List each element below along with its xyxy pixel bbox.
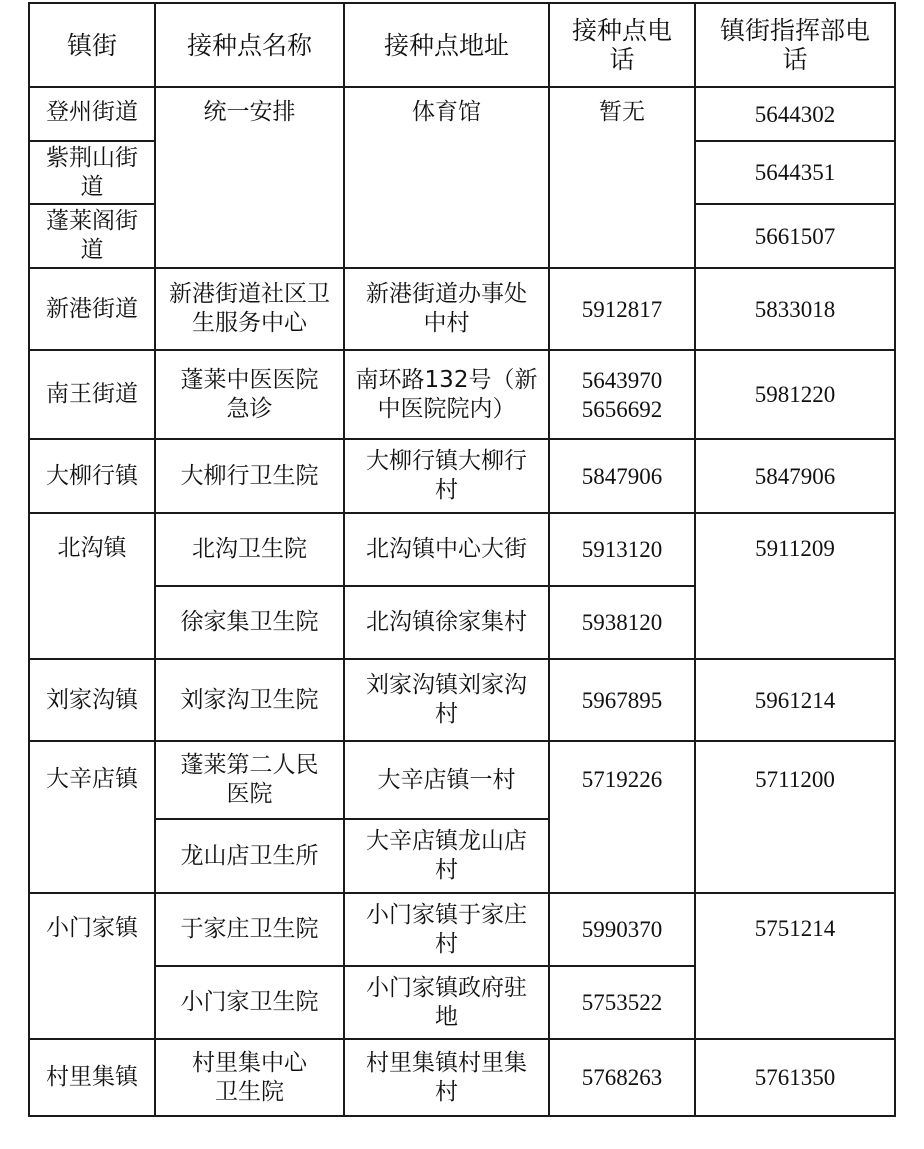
town-cell: 大辛店镇 — [29, 741, 155, 893]
hq-phone-cell: 5847906 — [695, 439, 895, 513]
site-name-cell: 龙山店卫生所 — [155, 819, 344, 893]
table-row — [29, 268, 895, 350]
site-name-cell: 徐家集卫生院 — [155, 586, 344, 659]
site-address-cell: 南环路132号（新 中医院院内） — [344, 350, 549, 439]
site-address-cell: 刘家沟镇刘家沟 村 — [344, 659, 549, 741]
town-cell: 紫荆山街 道 — [29, 141, 155, 204]
site-phone-cell: 5913120 — [549, 513, 695, 586]
site-address-cell: 新港街道办事处 中村 — [344, 268, 549, 350]
table-row — [29, 659, 895, 741]
site-address-cell: 北沟镇中心大街 — [344, 513, 549, 586]
hq-phone-cell: 5761350 — [695, 1039, 895, 1116]
town-cell: 北沟镇 — [29, 513, 155, 659]
site-phone-cell: 5990370 — [549, 893, 695, 966]
town-cell: 南王街道 — [29, 350, 155, 439]
site-address-cell: 大辛店镇龙山店 村 — [344, 819, 549, 893]
table-row — [29, 893, 895, 966]
header-site-address: 接种点地址 — [344, 3, 549, 87]
site-phone-cell: 5643970 5656692 — [549, 350, 695, 439]
site-phone-cell: 5719226 — [549, 741, 695, 893]
header-hq-phone: 镇街指挥部电 话 — [695, 3, 895, 87]
site-name-cell: 蓬莱中医医院 急诊 — [155, 350, 344, 439]
site-phone-cell: 5768263 — [549, 1039, 695, 1116]
site-phone-cell: 5967895 — [549, 659, 695, 741]
table-row — [29, 350, 895, 439]
header-town: 镇街 — [29, 3, 155, 87]
site-name-cell: 统一安排 — [155, 87, 344, 268]
site-address-cell: 村里集镇村里集 村 — [344, 1039, 549, 1116]
table-row — [29, 87, 895, 141]
hq-phone-cell: 5911209 — [695, 513, 895, 659]
table-row — [29, 1039, 895, 1116]
site-name-cell: 北沟卫生院 — [155, 513, 344, 586]
site-address-cell: 大柳行镇大柳行 村 — [344, 439, 549, 513]
hq-phone-cell: 5833018 — [695, 268, 895, 350]
site-name-cell: 刘家沟卫生院 — [155, 659, 344, 741]
table-row — [29, 513, 895, 586]
site-phone-cell: 5753522 — [549, 966, 695, 1039]
site-name-cell: 小门家卫生院 — [155, 966, 344, 1039]
header-row — [29, 3, 895, 87]
site-address-cell: 小门家镇于家庄 村 — [344, 893, 549, 966]
site-phone-cell: 5912817 — [549, 268, 695, 350]
town-cell: 刘家沟镇 — [29, 659, 155, 741]
hq-phone-cell: 5751214 — [695, 893, 895, 1039]
site-name-cell: 大柳行卫生院 — [155, 439, 344, 513]
hq-phone-cell: 5961214 — [695, 659, 895, 741]
table-row — [29, 741, 895, 819]
town-cell: 小门家镇 — [29, 893, 155, 1039]
hq-phone-cell: 5644351 — [695, 141, 895, 204]
hq-phone-cell: 5661507 — [695, 204, 895, 268]
site-address-cell: 大辛店镇一村 — [344, 741, 549, 819]
header-site-name: 接种点名称 — [155, 3, 344, 87]
site-name-cell: 新港街道社区卫 生服务中心 — [155, 268, 344, 350]
site-phone-cell: 5847906 — [549, 439, 695, 513]
site-phone-cell: 5938120 — [549, 586, 695, 659]
vaccination-sites-table — [28, 2, 896, 1117]
site-address-cell: 小门家镇政府驻 地 — [344, 966, 549, 1039]
town-cell: 新港街道 — [29, 268, 155, 350]
town-cell: 村里集镇 — [29, 1039, 155, 1116]
site-name-cell: 蓬莱第二人民 医院 — [155, 741, 344, 819]
table-row — [29, 439, 895, 513]
hq-phone-cell: 5644302 — [695, 87, 895, 141]
hq-phone-cell: 5981220 — [695, 350, 895, 439]
site-name-cell: 村里集中心 卫生院 — [155, 1039, 344, 1116]
town-cell: 登州街道 — [29, 87, 155, 141]
town-cell: 大柳行镇 — [29, 439, 155, 513]
hq-phone-cell: 5711200 — [695, 741, 895, 893]
header-site-phone: 接种点电 话 — [549, 3, 695, 87]
site-address-cell: 北沟镇徐家集村 — [344, 586, 549, 659]
site-name-cell: 于家庄卫生院 — [155, 893, 344, 966]
site-phone-cell: 暂无 — [549, 87, 695, 268]
town-cell: 蓬莱阁街 道 — [29, 204, 155, 268]
site-address-cell: 体育馆 — [344, 87, 549, 268]
